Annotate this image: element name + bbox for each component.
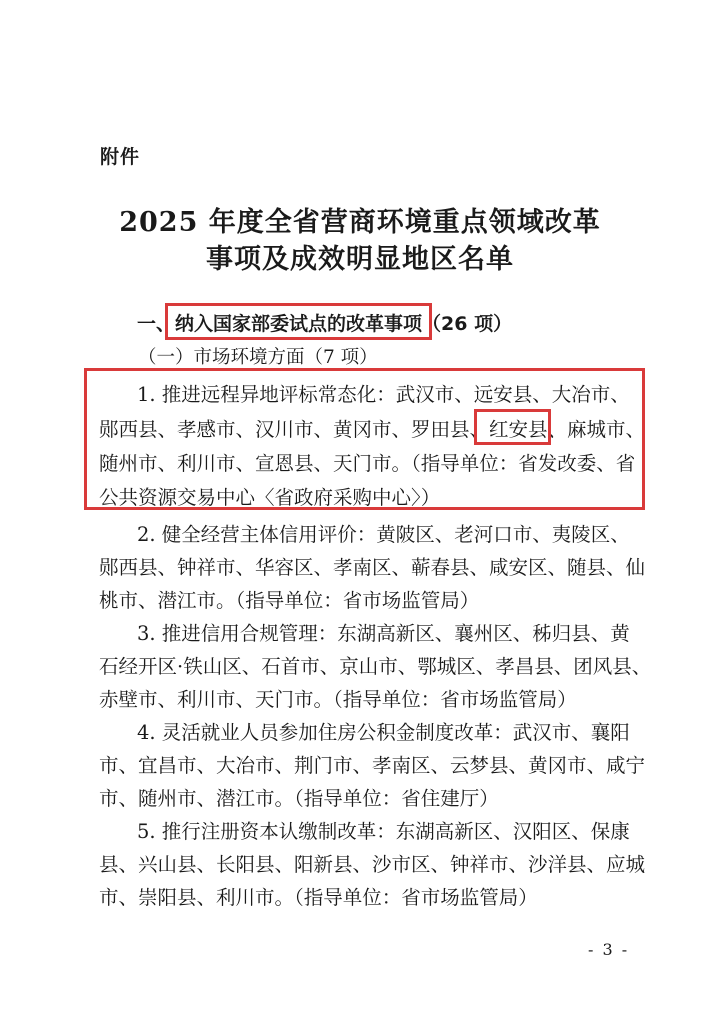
section-heading <box>137 313 512 335</box>
item-1-line-4: 公共资源交易中心〈省政府采购中心〉） <box>99 486 441 509</box>
item-2-line-1: 2. 健全经营主体信用评价：黄陂区、老河口市、夷陵区、 <box>137 523 630 546</box>
item-5-line-2: 县、兴山县、长阳县、阳新县、沙市区、钟祥市、沙洋县、应城 <box>99 853 646 876</box>
item-2-line-3: 桃市、潜江市。（指导单位：省市场监管局） <box>99 589 480 612</box>
item-1-line-1: 1. 推进远程异地评标常态化：武汉市、远安县、大冶市、 <box>137 383 630 406</box>
item-5-line-1: 5. 推行注册资本认缴制改革：东湖高新区、汉阳区、保康 <box>137 820 630 843</box>
item-2-line-2: 郧西县、钟祥市、华容区、孝南区、蕲春县、咸安区、随县、仙 <box>99 556 646 579</box>
item-5-line-3: 市、崇阳县、利川市。（指导单位：省市场监管局） <box>99 886 538 909</box>
item-3-line-1: 3. 推进信用合规管理：东湖高新区、襄州区、秭归县、黄 <box>137 622 630 645</box>
document-title-line-2: 事项及成效明显地区名单 <box>206 244 514 275</box>
section-count: （26 项） <box>422 313 513 335</box>
page-number: - 3 - <box>588 940 630 959</box>
item-1-line-2: 郧西县、孝感市、汉川市、黄冈市、罗田县、红安县、麻城市、 <box>99 418 646 441</box>
item-1-line-3: 随州市、利川市、宣恩县、天门市。（指导单位：省发改委、省 <box>99 452 636 475</box>
highlighted-county: 红安县 <box>489 418 548 441</box>
item-4-line-3: 市、随州市、潜江市。（指导单位：省住建厅） <box>99 787 499 810</box>
section-prefix: 一、 <box>137 313 176 335</box>
subsection-heading: （一）市场环境方面（7 项） <box>138 347 378 368</box>
item-3-line-2: 石经开区·铁山区、石首市、京山市、鄂城区、孝昌县、团风县、 <box>99 655 652 678</box>
item-4-line-1: 4. 灵活就业人员参加住房公积金制度改革：武汉市、襄阳 <box>137 721 630 744</box>
item-4-line-2: 市、宜昌市、大冶市、荆门市、孝南区、云梦县、黄冈市、咸宁 <box>99 754 646 777</box>
section-heading-text: 纳入国家部委试点的改革事项 <box>175 313 423 335</box>
item-3-line-3: 赤壁市、利川市、天门市。（指导单位：省市场监管局） <box>99 688 577 711</box>
document-title-line-1: 2025 年度全省营商环境重点领域改革 <box>119 207 601 238</box>
attachment-label: 附件 <box>100 146 141 168</box>
